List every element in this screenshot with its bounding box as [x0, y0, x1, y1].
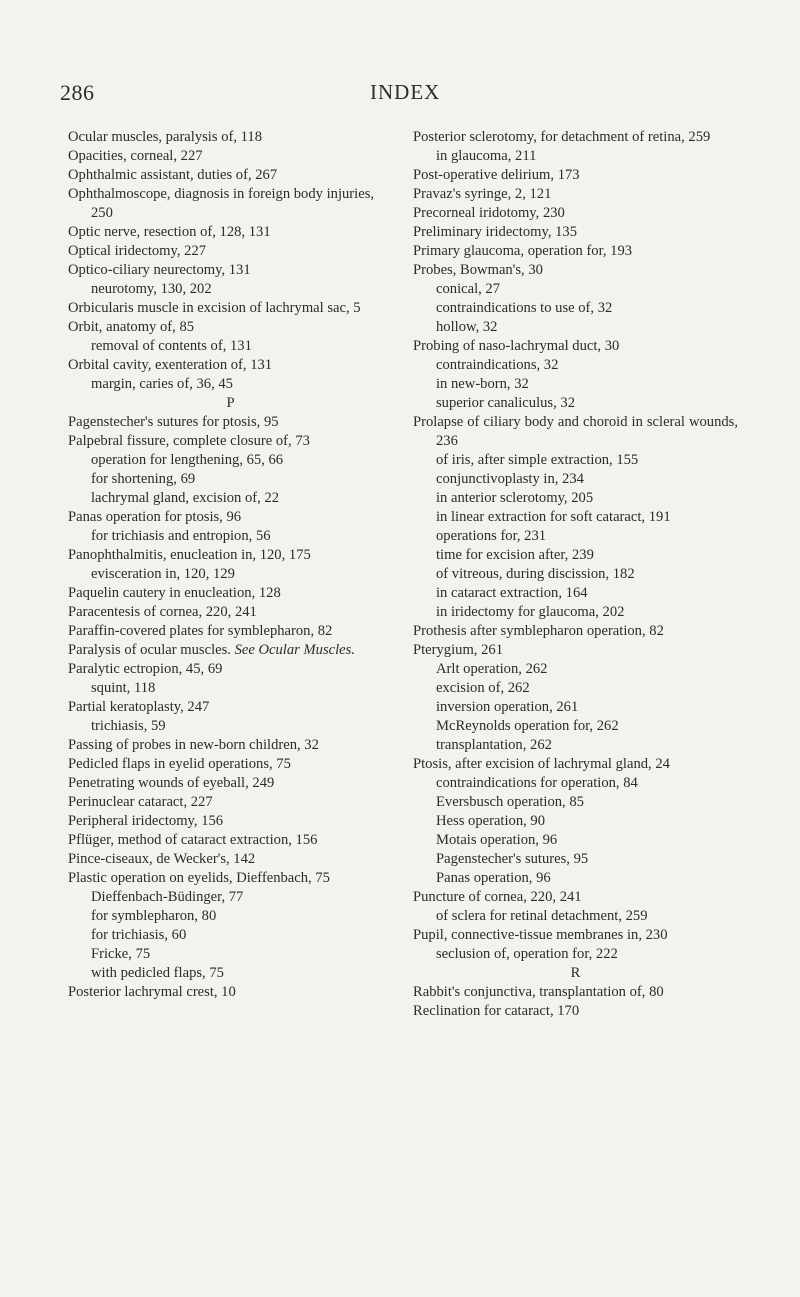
- entry-text: Pedicled flaps in eyelid operations, 75: [68, 756, 291, 772]
- entry-text: Pince-ciseaux, de Wecker's, 142: [68, 851, 256, 867]
- entry-text: Fricke, 75: [91, 946, 151, 962]
- index-entry: [68, 622, 393, 641]
- entry-text: operation for lengthening, 65, 66: [91, 452, 284, 468]
- index-subentry: [413, 812, 738, 831]
- index-entry: [413, 755, 738, 774]
- index-column-left: [68, 128, 393, 1002]
- index-entry: [68, 698, 393, 717]
- entry-text: Paracentesis of cornea, 220, 241: [68, 604, 257, 620]
- index-subentry: [413, 394, 738, 413]
- index-entry: [413, 223, 738, 242]
- entry-text: in iridectomy for glaucoma, 202: [436, 604, 625, 620]
- index-subentry: [413, 356, 738, 375]
- see-reference: See Ocular Muscles.: [234, 642, 355, 658]
- entry-text: Plastic operation on eyelids, Dieffenbach, 75: [68, 870, 330, 886]
- entry-text: Partial keratoplasty, 247: [68, 699, 210, 715]
- index-subentry: [413, 470, 738, 489]
- index-subentry: [413, 774, 738, 793]
- entry-text: Posterior lachrymal crest, 10: [68, 984, 236, 1000]
- entry-text: Penetrating wounds of eyeball, 249: [68, 775, 275, 791]
- entry-text: operations for, 231: [436, 528, 547, 544]
- page-header: [0, 80, 800, 110]
- entry-text: Panas operation, 96: [436, 870, 551, 886]
- entry-text: contraindications to use of, 32: [436, 300, 613, 316]
- entry-text: Preliminary iridectomy, 135: [413, 224, 578, 240]
- entry-text: Panophthalmitis, enucleation in, 120, 175: [68, 547, 311, 563]
- entry-text: conical, 27: [436, 281, 501, 297]
- index-subentry: [413, 527, 738, 546]
- index-entry: [68, 774, 393, 793]
- entry-text: squint, 118: [91, 680, 156, 696]
- index-subentry: [68, 945, 393, 964]
- index-entry: [68, 508, 393, 527]
- entry-text: for symblepharon, 80: [91, 908, 217, 924]
- entry-text: in cataract extraction, 164: [436, 585, 588, 601]
- index-subentry: [413, 698, 738, 717]
- index-subentry: [68, 717, 393, 736]
- index-entry: [413, 242, 738, 261]
- entry-text: Reclination for cataract, 170: [413, 1003, 580, 1019]
- entry-text: contraindications, 32: [436, 357, 559, 373]
- entry-text: seclusion of, operation for, 222: [436, 946, 618, 962]
- entry-text: Hess operation, 90: [436, 813, 546, 829]
- entry-text: in new-born, 32: [436, 376, 529, 392]
- entry-text: Orbicularis muscle in excision of lachrymal sac, 5: [68, 300, 361, 316]
- index-subentry: [68, 375, 393, 394]
- index-subentry: [413, 736, 738, 755]
- entry-text: Dieffenbach-Büdinger, 77: [91, 889, 244, 905]
- entry-text: for shortening, 69: [91, 471, 196, 487]
- entry-text: in glaucoma, 211: [436, 148, 537, 164]
- index-subentry: [413, 907, 738, 926]
- index-subentry: [413, 147, 738, 166]
- entry-text: Ocular muscles, paralysis of, 118: [68, 129, 262, 145]
- index-subentry: [68, 337, 393, 356]
- index-entry: [68, 318, 393, 337]
- entry-text: Paralytic ectropion, 45, 69: [68, 661, 223, 677]
- index-entry: [68, 793, 393, 812]
- index-subentry: [413, 831, 738, 850]
- index-entry: [413, 337, 738, 356]
- index-subentry: [68, 280, 393, 299]
- entry-text: inversion operation, 261: [436, 699, 579, 715]
- index-entry: [68, 413, 393, 432]
- entry-text: for trichiasis and entropion, 56: [91, 528, 271, 544]
- entry-text: Probing of naso-lachrymal duct, 30: [413, 338, 620, 354]
- entry-text: transplantation, 262: [436, 737, 552, 753]
- entry-text: Posterior sclerotomy, for detachment of retina, 259: [413, 129, 711, 145]
- index-entry: [68, 185, 393, 223]
- index-entry: [68, 850, 393, 869]
- index-subentry: [413, 793, 738, 812]
- entry-text: Pravaz's syringe, 2, 121: [413, 186, 552, 202]
- entry-text: Optical iridectomy, 227: [68, 243, 207, 259]
- running-head: INDEX: [370, 80, 441, 104]
- entry-text: lachrymal gland, excision of, 22: [91, 490, 280, 506]
- entry-text: for trichiasis, 60: [91, 927, 187, 943]
- entry-text: Post-operative delirium, 173: [413, 167, 580, 183]
- index-entry: [413, 413, 738, 451]
- entry-text: Perinuclear cataract, 227: [68, 794, 213, 810]
- entry-text: Passing of probes in new-born children, 32: [68, 737, 319, 753]
- index-subentry: [413, 679, 738, 698]
- entry-text: Paraffin-covered plates for symblepharon, 82: [68, 623, 333, 639]
- index-entry: [68, 166, 393, 185]
- entry-text: Optico-ciliary neurectomy, 131: [68, 262, 251, 278]
- entry-text: neurotomy, 130, 202: [91, 281, 212, 297]
- entry-text: Optic nerve, resection of, 128, 131: [68, 224, 271, 240]
- index-subentry: [413, 451, 738, 470]
- index-entry: [68, 128, 393, 147]
- index-subentry: [413, 584, 738, 603]
- section-letter: P: [226, 395, 235, 411]
- entry-text: Primary glaucoma, operation for, 193: [413, 243, 633, 259]
- entry-text: Pagenstecher's sutures, 95: [436, 851, 589, 867]
- index-entry: [68, 299, 393, 318]
- section-letter: R: [570, 965, 581, 981]
- entry-text: Orbital cavity, exenteration of, 131: [68, 357, 273, 373]
- index-column-right: [413, 128, 738, 1021]
- entry-text: margin, caries of, 36, 45: [91, 376, 233, 392]
- index-entry: [413, 641, 738, 660]
- entry-text: Precorneal iridotomy, 230: [413, 205, 565, 221]
- index-subentry: [413, 660, 738, 679]
- entry-text: Probes, Bowman's, 30: [413, 262, 543, 278]
- entry-text: hollow, 32: [436, 319, 498, 335]
- index-subentry: [68, 926, 393, 945]
- index-entry: [413, 983, 738, 1002]
- index-entry: [68, 546, 393, 565]
- index-subentry: [413, 546, 738, 565]
- index-entry: [68, 356, 393, 375]
- entry-text: Pterygium, 261: [413, 642, 503, 658]
- entry-text: Peripheral iridectomy, 156: [68, 813, 224, 829]
- index-subentry: [68, 489, 393, 508]
- entry-text: Ptosis, after excision of lachrymal gland, 24: [413, 756, 670, 772]
- index-subentry: [413, 299, 738, 318]
- index-entry: [68, 432, 393, 451]
- entry-text: Ophthalmoscope, diagnosis in foreign body injuries, 250: [68, 186, 375, 221]
- entry-text: Motais operation, 96: [436, 832, 558, 848]
- index-subentry: [413, 869, 738, 888]
- index-entry: [413, 204, 738, 223]
- entry-text: superior canaliculus, 32: [436, 395, 576, 411]
- entry-text: Eversbusch operation, 85: [436, 794, 584, 810]
- index-subentry: [413, 489, 738, 508]
- index-subentry: [413, 565, 738, 584]
- index-subentry: [68, 470, 393, 489]
- index-subentry: [68, 907, 393, 926]
- index-subentry: [413, 280, 738, 299]
- index-entry: [68, 755, 393, 774]
- index-entry: [68, 584, 393, 603]
- index-subentry: [413, 375, 738, 394]
- entry-text: Pflüger, method of cataract extraction, 156: [68, 832, 318, 848]
- entry-text: Pupil, connective-tissue membranes in, 230: [413, 927, 668, 943]
- entry-text: removal of contents of, 131: [91, 338, 252, 354]
- entry-text: of sclera for retinal detachment, 259: [436, 908, 648, 924]
- index-entry: [68, 641, 393, 660]
- index-subentry: [68, 527, 393, 546]
- entry-text: trichiasis, 59: [91, 718, 166, 734]
- entry-text: time for excision after, 239: [436, 547, 594, 563]
- index-entry: [68, 869, 393, 888]
- index-entry: [68, 147, 393, 166]
- index-subentry: [413, 318, 738, 337]
- index-entry: [413, 185, 738, 204]
- index-subentry: [413, 508, 738, 527]
- entry-text: of vitreous, during discission, 182: [436, 566, 635, 582]
- entry-text: McReynolds operation for, 262: [436, 718, 619, 734]
- index-entry: [68, 983, 393, 1002]
- entry-text: Palpebral fissure, complete closure of, 73: [68, 433, 310, 449]
- index-entry: [68, 736, 393, 755]
- index-subentry: [68, 565, 393, 584]
- index-entry: [413, 166, 738, 185]
- index-subentry: [413, 945, 738, 964]
- entry-text: Prolapse of ciliary body and choroid in scleral wounds, 236: [413, 414, 738, 449]
- entry-text: excision of, 262: [436, 680, 530, 696]
- index-subentry: [68, 451, 393, 470]
- page-number: 286: [60, 80, 95, 105]
- index-entry: [413, 261, 738, 280]
- index-entry: [413, 622, 738, 641]
- entry-text: Opacities, corneal, 227: [68, 148, 203, 164]
- index-subentry: [413, 717, 738, 736]
- entry-text: Prothesis after symblepharon operation, 82: [413, 623, 664, 639]
- entry-text: Orbit, anatomy of, 85: [68, 319, 195, 335]
- index-entry: [68, 660, 393, 679]
- index-subentry: [413, 850, 738, 869]
- index-entry: [68, 261, 393, 280]
- entry-text: Ophthalmic assistant, duties of, 267: [68, 167, 278, 183]
- entry-text: with pedicled flaps, 75: [91, 965, 224, 981]
- index-subentry: [68, 679, 393, 698]
- entry-text: Paquelin cautery in enucleation, 128: [68, 585, 281, 601]
- entry-text: Pagenstecher's sutures for ptosis, 95: [68, 414, 279, 430]
- index-entry: [413, 1002, 738, 1021]
- index-entry: [68, 831, 393, 850]
- entry-text: Arlt operation, 262: [436, 661, 548, 677]
- index-entry: [68, 223, 393, 242]
- index-entry: [68, 603, 393, 622]
- index-subentry: [413, 603, 738, 622]
- entry-text: of iris, after simple extraction, 155: [436, 452, 639, 468]
- index-entry: [413, 926, 738, 945]
- entry-text: contraindications for operation, 84: [436, 775, 638, 791]
- index-entry: [413, 128, 738, 147]
- entry-text: in linear extraction for soft cataract, 191: [436, 509, 671, 525]
- entry-text: Paralysis of ocular muscles.: [68, 642, 231, 658]
- index-entry: [413, 888, 738, 907]
- entry-text: conjunctivoplasty in, 234: [436, 471, 584, 487]
- entry-text: in anterior sclerotomy, 205: [436, 490, 594, 506]
- index-subentry: [68, 964, 393, 983]
- entry-text: evisceration in, 120, 129: [91, 566, 235, 582]
- entry-text: Puncture of cornea, 220, 241: [413, 889, 582, 905]
- entry-text: Panas operation for ptosis, 96: [68, 509, 242, 525]
- entry-text: Rabbit's conjunctiva, transplantation of, 80: [413, 984, 664, 1000]
- index-entry: [68, 242, 393, 261]
- index-subentry: [68, 888, 393, 907]
- index-entry: [68, 812, 393, 831]
